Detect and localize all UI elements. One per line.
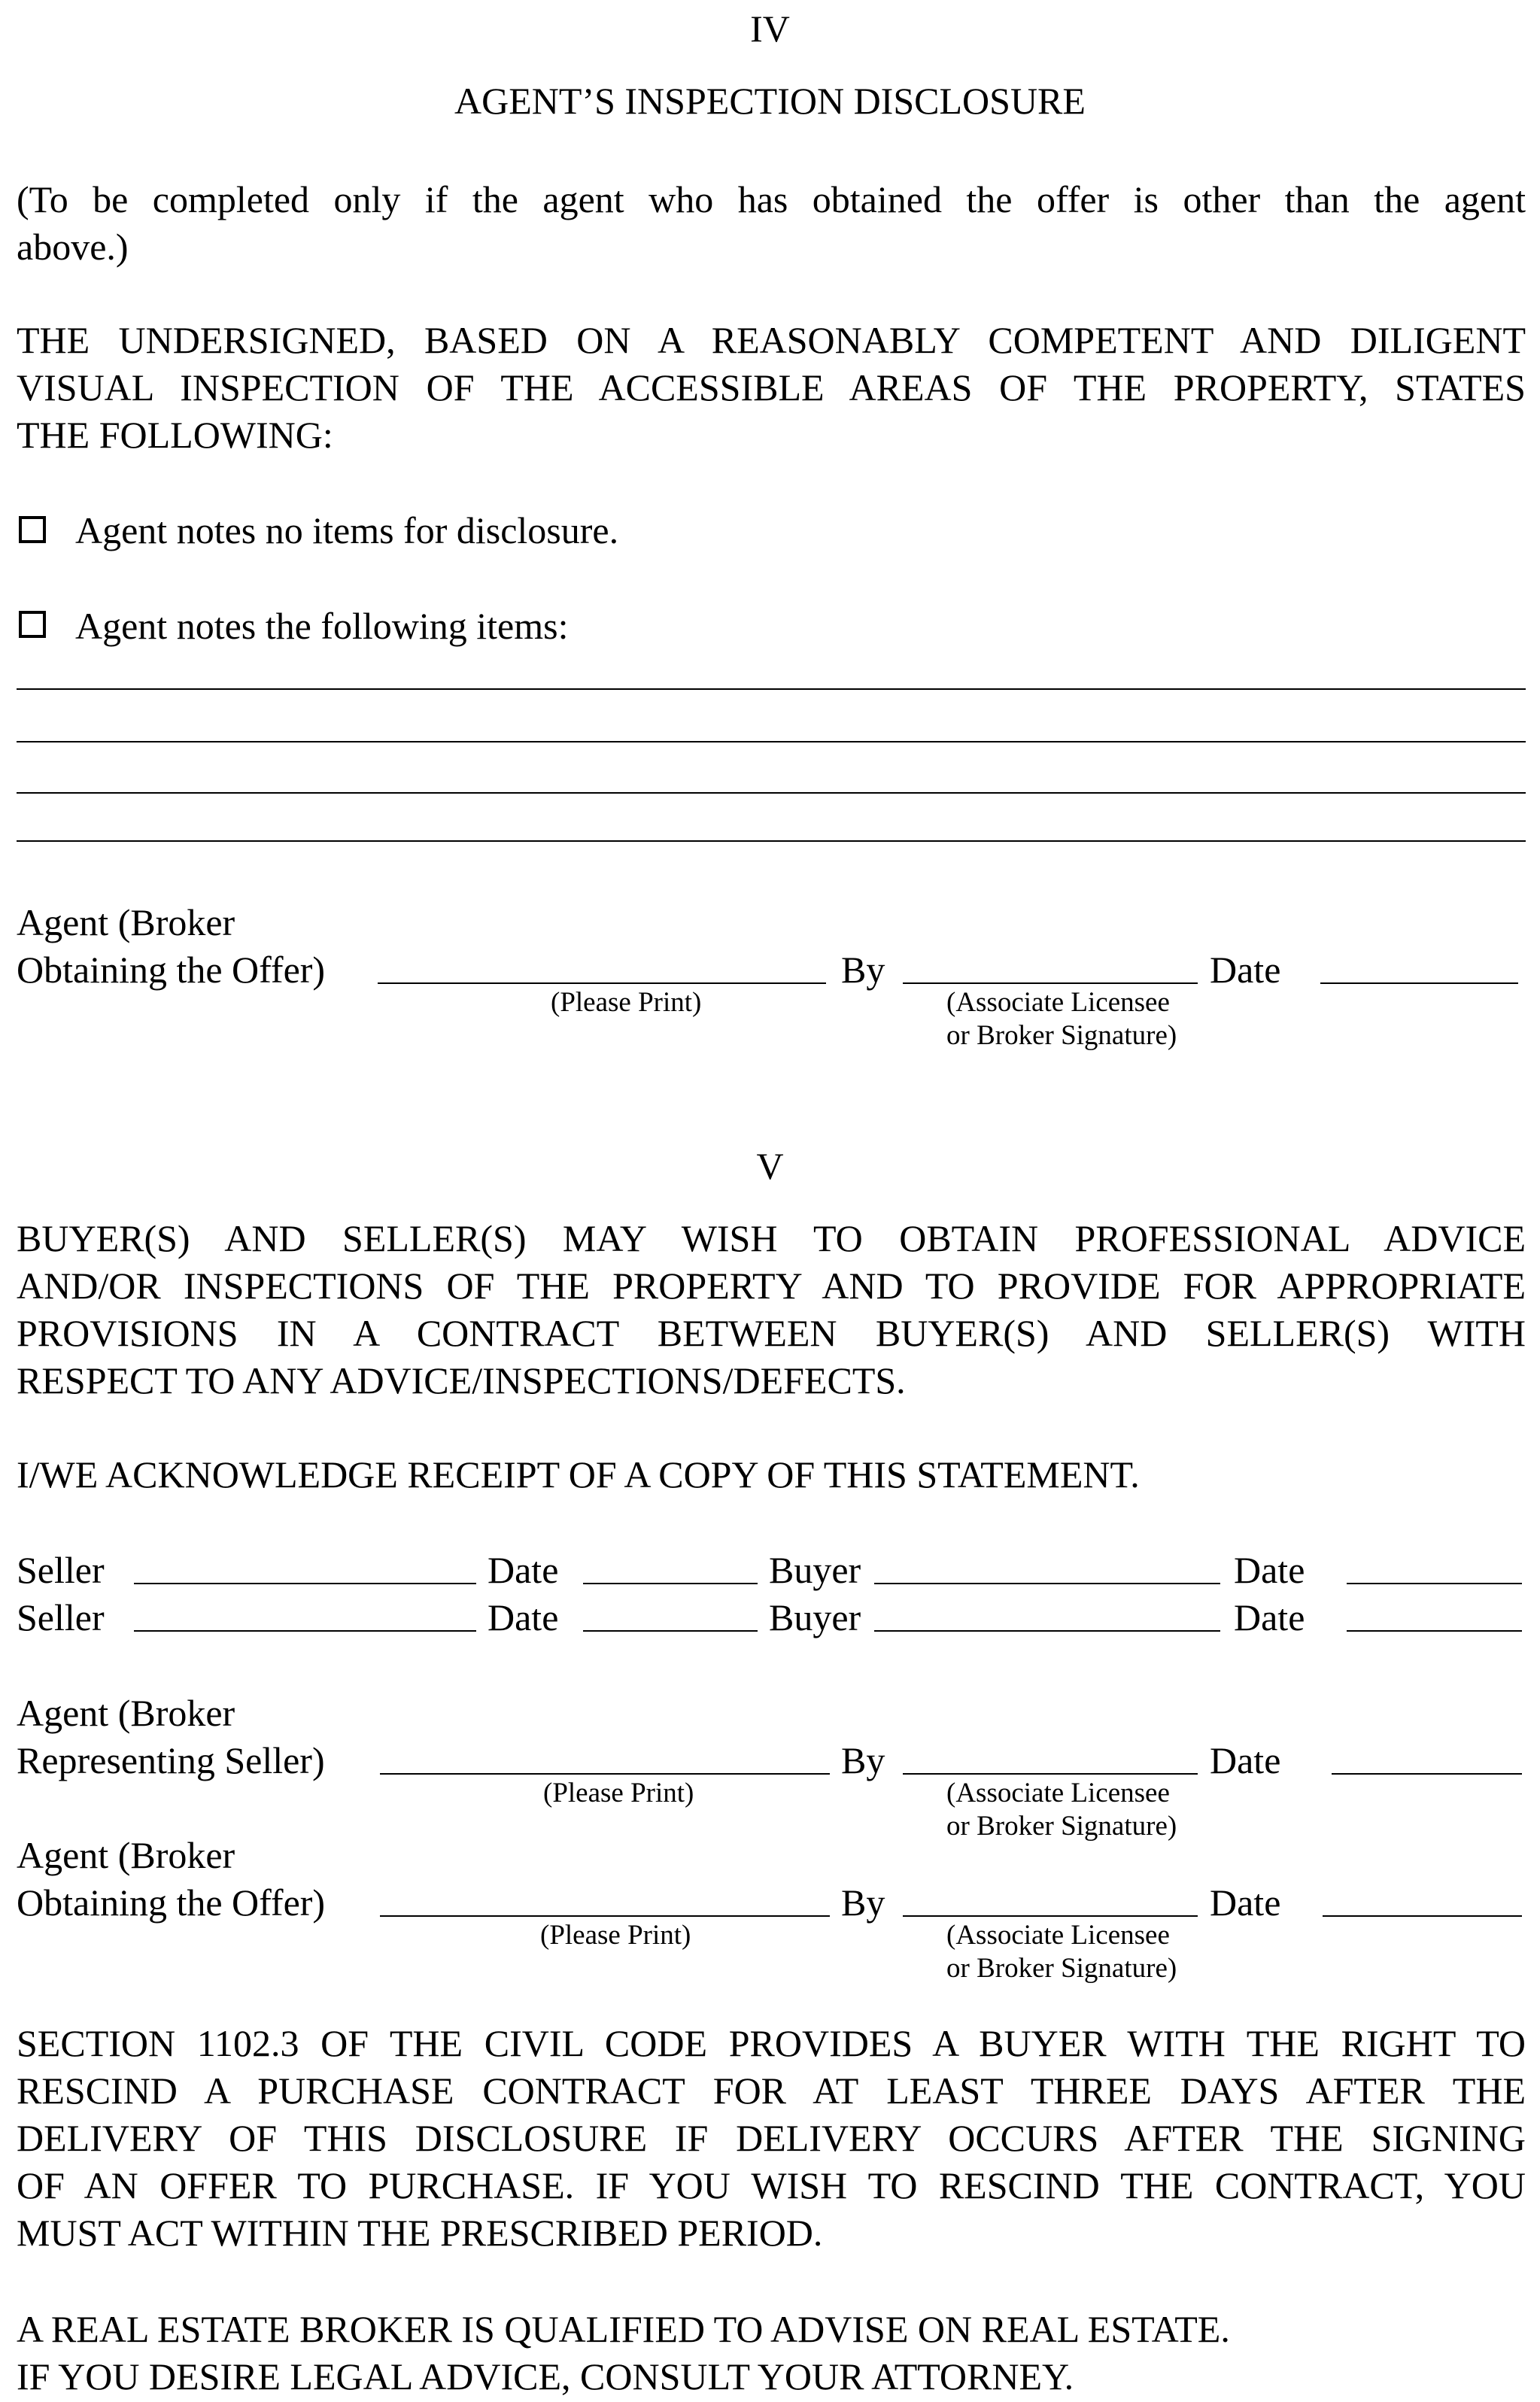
buyer-label-1: Buyer <box>769 1549 861 1591</box>
buyer-date-label-1: Date <box>1234 1549 1305 1591</box>
buyer-date-line-2[interactable] <box>1347 1630 1522 1632</box>
seller-date-label-2: Date <box>488 1596 559 1638</box>
civil-code-line-1: SECTION 1102.3 OF THE CIVIL CODE PROVIDES A BUYER WITH THE RIGHT TO <box>17 2022 1526 2064</box>
agent-offer-label-line-1: Agent (Broker <box>17 1834 235 1876</box>
section-v-numeral: V <box>756 1145 784 1187</box>
agent-seller-date-label: Date <box>1210 1739 1281 1781</box>
seller-date-line-1[interactable] <box>583 1583 758 1584</box>
buyer-date-line-1[interactable] <box>1347 1583 1522 1584</box>
agent-date-line[interactable] <box>1320 982 1518 984</box>
statement-line-3: THE FOLLOWING: <box>17 414 333 456</box>
items-label: Agent notes the following items: <box>75 605 569 647</box>
agent-seller-date-line[interactable] <box>1332 1773 1522 1775</box>
by-label: By <box>841 949 885 991</box>
agent-offer-label-line-2: Obtaining the Offer) <box>17 1881 326 1924</box>
advice-line-1: BUYER(S) AND SELLER(S) MAY WISH TO OBTAIN PROFESSIONAL ADVICE <box>17 1217 1526 1259</box>
seller-label-1: Seller <box>17 1549 105 1591</box>
acknowledge-statement: I/WE ACKNOWLEDGE RECEIPT OF A COPY OF THIS STATEMENT. <box>17 1453 1140 1496</box>
please-print-caption: (Please Print) <box>551 987 702 1018</box>
agent-offer-signature-line[interactable] <box>903 1915 1198 1917</box>
advice-line-4: RESPECT TO ANY ADVICE/INSPECTIONS/DEFECTS. <box>17 1359 906 1401</box>
seller-label-2: Seller <box>17 1596 105 1638</box>
items-checkbox[interactable] <box>19 611 46 638</box>
associate-caption-line-1: (Associate Licensee <box>946 987 1170 1018</box>
advice-line-2: AND/OR INSPECTIONS OF THE PROPERTY AND TO PROVIDE FOR APPROPRIATE <box>17 1265 1526 1307</box>
buyer-signature-line-2[interactable] <box>874 1630 1220 1632</box>
items-line-4[interactable] <box>17 840 1526 842</box>
agent-label-line-2: Obtaining the Offer) <box>17 949 326 991</box>
agent-offer-please-print: (Please Print) <box>540 1920 691 1951</box>
seller-date-line-2[interactable] <box>583 1630 758 1632</box>
broker-notice-line-1: A REAL ESTATE BROKER IS QUALIFIED TO ADVISE ON REAL ESTATE. <box>17 2308 1230 2350</box>
intro-line-2: above.) <box>17 226 129 268</box>
agent-seller-label-line-2: Representing Seller) <box>17 1739 325 1781</box>
civil-code-line-2: RESCIND A PURCHASE CONTRACT FOR AT LEAST THREE DAYS AFTER THE <box>17 2069 1526 2112</box>
items-line-3[interactable] <box>17 792 1526 794</box>
seller-date-label-1: Date <box>488 1549 559 1591</box>
associate-caption-line-2: or Broker Signature) <box>946 1020 1177 1051</box>
agent-seller-print-line[interactable] <box>380 1773 830 1775</box>
section-iv-numeral: IV <box>750 8 790 50</box>
agent-label-line-1: Agent (Broker <box>17 901 235 943</box>
agent-seller-signature-line[interactable] <box>903 1773 1198 1775</box>
statement-line-1: THE UNDERSIGNED, BASED ON A REASONABLY COMPETENT AND DILIGENT <box>17 319 1526 361</box>
agent-seller-assoc-line-2: or Broker Signature) <box>946 1811 1177 1842</box>
no-items-checkbox[interactable] <box>19 516 46 543</box>
agent-offer-assoc-line-2: or Broker Signature) <box>946 1953 1177 1984</box>
agent-offer-print-line[interactable] <box>380 1915 830 1917</box>
intro-line-1: (To be completed only if the agent who has obtained the offer is other than the agent <box>17 178 1526 220</box>
seller-signature-line-2[interactable] <box>134 1630 476 1632</box>
seller-signature-line-1[interactable] <box>134 1583 476 1584</box>
agent-seller-assoc-line-1: (Associate Licensee <box>946 1778 1170 1808</box>
agent-offer-date-line[interactable] <box>1323 1915 1522 1917</box>
civil-code-line-3: DELIVERY OF THIS DISCLOSURE IF DELIVERY OCCURS AFTER THE SIGNING <box>17 2117 1526 2159</box>
section-iv-title: AGENT’S INSPECTION DISCLOSURE <box>454 80 1086 122</box>
no-items-label: Agent notes no items for disclosure. <box>75 509 619 551</box>
date-label: Date <box>1210 949 1281 991</box>
statement-line-2: VISUAL INSPECTION OF THE ACCESSIBLE AREAS OF THE PROPERTY, STATES <box>17 366 1526 408</box>
civil-code-line-5: MUST ACT WITHIN THE PRESCRIBED PERIOD. <box>17 2212 823 2254</box>
broker-notice-line-2: IF YOU DESIRE LEGAL ADVICE, CONSULT YOUR ATTORNEY. <box>17 2355 1074 2397</box>
items-line-1[interactable] <box>17 688 1526 690</box>
agent-offer-by-label: By <box>841 1881 885 1924</box>
items-line-2[interactable] <box>17 741 1526 742</box>
buyer-date-label-2: Date <box>1234 1596 1305 1638</box>
buyer-label-2: Buyer <box>769 1596 861 1638</box>
agent-offer-date-label: Date <box>1210 1881 1281 1924</box>
agent-seller-label-line-1: Agent (Broker <box>17 1692 235 1734</box>
agent-offer-assoc-line-1: (Associate Licensee <box>946 1920 1170 1951</box>
advice-line-3: PROVISIONS IN A CONTRACT BETWEEN BUYER(S) AND SELLER(S) WITH <box>17 1312 1526 1354</box>
agent-signature-line[interactable] <box>903 982 1198 984</box>
buyer-signature-line-1[interactable] <box>874 1583 1220 1584</box>
agent-seller-by-label: By <box>841 1739 885 1781</box>
agent-print-line[interactable] <box>378 982 826 984</box>
agent-seller-please-print: (Please Print) <box>543 1778 694 1808</box>
civil-code-line-4: OF AN OFFER TO PURCHASE. IF YOU WISH TO RESCIND THE CONTRACT, YOU <box>17 2164 1526 2206</box>
